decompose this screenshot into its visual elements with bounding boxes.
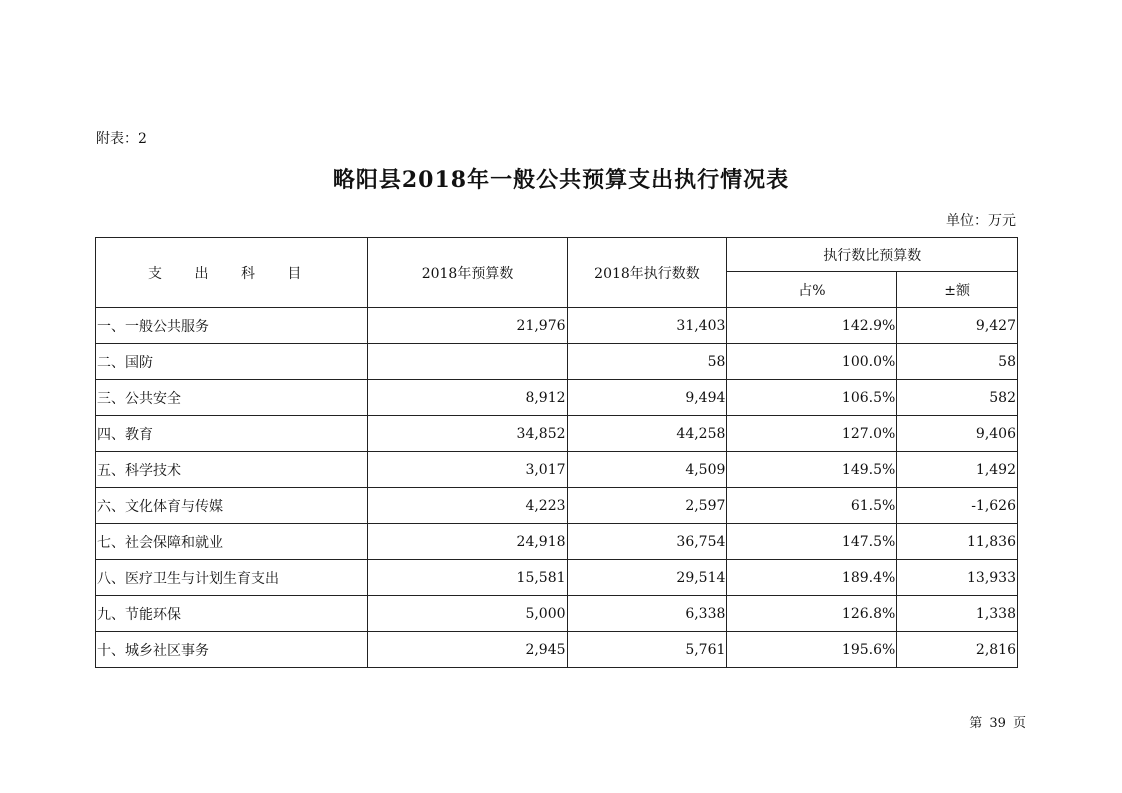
table-row [96, 344, 1018, 380]
row-difference: 9,427 [897, 308, 1018, 344]
row-difference: 582 [897, 380, 1018, 416]
header-compare-group: 执行数比预算数 [727, 238, 1018, 272]
row-difference: 13,933 [897, 560, 1018, 596]
row-budget: 34,852 [368, 416, 567, 452]
row-budget: 15,581 [368, 560, 567, 596]
unit-label: 单位：万元 [946, 213, 1016, 229]
table-body [96, 308, 1018, 668]
row-name: 十、城乡社区事务 [96, 632, 368, 668]
header-percent: 占% [727, 272, 897, 308]
row-name: 四、教育 [96, 416, 368, 452]
row-percent: 61.5% [727, 488, 897, 524]
table-row [96, 308, 1018, 344]
row-name: 五、科学技术 [96, 452, 368, 488]
page-title: 略阳县2018年一般公共预算支出执行情况表 [332, 167, 790, 193]
row-budget: 24,918 [368, 524, 567, 560]
row-executed: 4,509 [567, 452, 727, 488]
row-executed: 29,514 [567, 560, 727, 596]
row-name: 一、一般公共服务 [96, 308, 368, 344]
table-row [96, 488, 1018, 524]
table-row [96, 632, 1018, 668]
row-difference: 1,492 [897, 452, 1018, 488]
row-name: 八、医疗卫生与计划生育支出 [96, 560, 368, 596]
row-percent: 195.6% [727, 632, 897, 668]
row-percent: 149.5% [727, 452, 897, 488]
row-executed: 6,338 [567, 596, 727, 632]
row-budget: 2,945 [368, 632, 567, 668]
header-executed: 2018年执行数数 [567, 238, 727, 308]
row-difference: 11,836 [897, 524, 1018, 560]
row-difference: 2,816 [897, 632, 1018, 668]
row-name: 六、文化体育与传媒 [96, 488, 368, 524]
row-difference: 1,338 [897, 596, 1018, 632]
table-row [96, 452, 1018, 488]
row-name: 七、社会保障和就业 [96, 524, 368, 560]
row-name: 三、公共安全 [96, 380, 368, 416]
attachment-label: 附表：2 [96, 131, 147, 147]
row-executed: 31,403 [567, 308, 727, 344]
row-budget [368, 344, 567, 380]
table-row [96, 524, 1018, 560]
row-name: 九、节能环保 [96, 596, 368, 632]
header-item: 支 出 科 目 [96, 238, 368, 308]
page-number: 第 39 页 [969, 716, 1026, 731]
row-budget: 8,912 [368, 380, 567, 416]
row-budget: 21,976 [368, 308, 567, 344]
row-difference: -1,626 [897, 488, 1018, 524]
row-executed: 36,754 [567, 524, 727, 560]
header-budget: 2018年预算数 [368, 238, 567, 308]
row-percent: 106.5% [727, 380, 897, 416]
row-executed: 9,494 [567, 380, 727, 416]
row-executed: 44,258 [567, 416, 727, 452]
header-difference: ±额 [897, 272, 1018, 308]
row-difference: 58 [897, 344, 1018, 380]
row-executed: 2,597 [567, 488, 727, 524]
row-percent: 127.0% [727, 416, 897, 452]
row-difference: 9,406 [897, 416, 1018, 452]
row-executed: 5,761 [567, 632, 727, 668]
row-percent: 189.4% [727, 560, 897, 596]
table-row [96, 560, 1018, 596]
row-percent: 147.5% [727, 524, 897, 560]
row-name: 二、国防 [96, 344, 368, 380]
row-budget: 3,017 [368, 452, 567, 488]
row-budget: 4,223 [368, 488, 567, 524]
row-budget: 5,000 [368, 596, 567, 632]
row-percent: 126.8% [727, 596, 897, 632]
row-percent: 100.0% [727, 344, 897, 380]
row-executed: 58 [567, 344, 727, 380]
table-row [96, 416, 1018, 452]
table-header [96, 238, 1018, 308]
budget-table [95, 237, 1018, 668]
row-percent: 142.9% [727, 308, 897, 344]
table-row [96, 596, 1018, 632]
table-row [96, 380, 1018, 416]
